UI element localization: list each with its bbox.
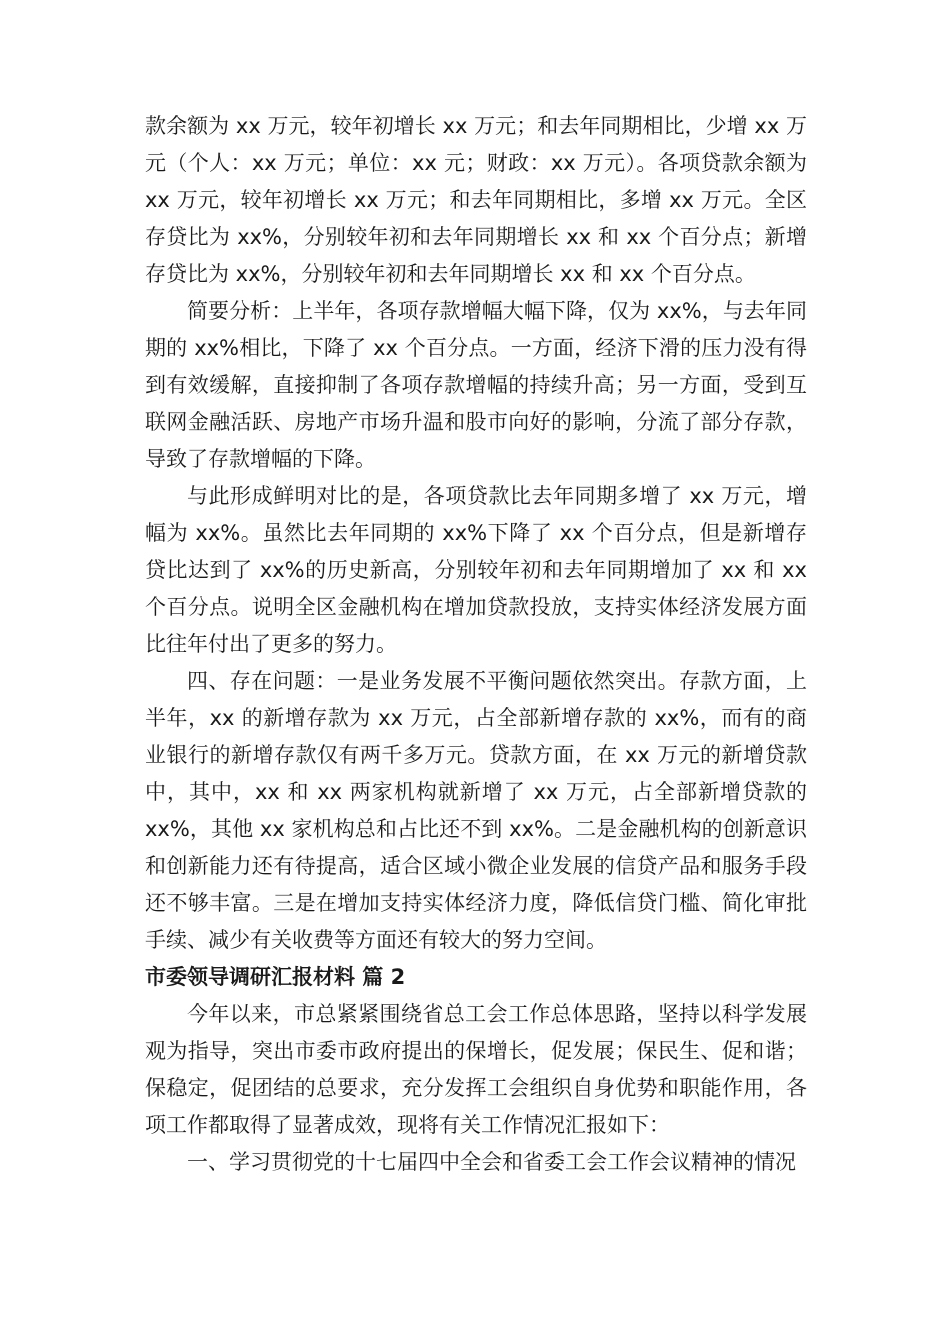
paragraph-brief-analysis: 简要分析：上半年，各项存款增幅大幅下降，仅为 xx%，与去年同期的 xx%相比，下降了 xx 个百分点。一方面，经济下滑的压力没有得到有效缓解，直接抑制了各项存款增幅的持续升高；另一方面，受到互联网金融活跃、房地产市场升温和股市向好的影响，分流了部分存款，导致了存款增幅的下降。	[145, 299, 807, 471]
section-heading: 市委领导调研汇报材料 篇 2	[145, 965, 406, 989]
document-body	[145, 108, 807, 1181]
paragraph-existing-problems: 四、存在问题：一是业务发展不平衡问题依然突出。存款方面，上半年，xx 的新增存款为 xx 万元，占全部新增存款的 xx%，而有的商业银行的新增存款仅有两千多万元。贷款方面，在 xx 万元的新增贷款中，其中，xx 和 xx 两家机构就新增了 xx 万元，占全部新增贷款的 xx%，其他 xx 家机构总和占比还不到 xx%。二是金融机构的创新意识和创新能力还有待提高，适合区域小微企业发展的信贷产品和服务手段还不够丰富。三是在增加支持实体经济力度，降低信贷门槛、简化审批手续、减少有关收费等方面还有较大的努力空间。	[145, 669, 807, 952]
paragraph-loan-comparison: 与此形成鲜明对比的是，各项贷款比去年同期多增了 xx 万元，增幅为 xx%。虽然比去年同期的 xx%下降了 xx 个百分点，但是新增存贷比达到了 xx%的历史新高，分别较年初和去年同期增加了 xx 和 xx 个百分点。说明全区金融机构在增加贷款投放，支持实体经济发展方面比往年付出了更多的努力。	[145, 484, 807, 656]
paragraph-deposit-loan-balance: 款余额为 xx 万元，较年初增长 xx 万元；和去年同期相比，少增 xx 万元（个人：xx 万元；单位：xx 元；财政：xx 万元）。各项贷款余额为 xx 万元，较年初增长 xx 万元；和去年同期相比，多增 xx 万元。全区存贷比为 xx%，分别较年初和去年同期增长 xx 和 xx 个百分点；新增存贷比为 xx%，分别较年初和去年同期增长 xx 和 xx 个百分点。	[145, 114, 807, 286]
paragraph-section-one: 一、学习贯彻党的十七届四中全会和省委工会工作会议精神的情况	[187, 1150, 796, 1174]
paragraph-work-summary: 今年以来，市总紧紧围绕省总工会工作总体思路，坚持以科学发展观为指导，突出市委市政府提出的保增长，促发展；保民生、促和谐；保稳定，促团结的总要求，充分发挥工会组织自身优势和职能作用，各项工作都取得了显著成效，现将有关工作情况汇报如下：	[145, 1002, 807, 1137]
